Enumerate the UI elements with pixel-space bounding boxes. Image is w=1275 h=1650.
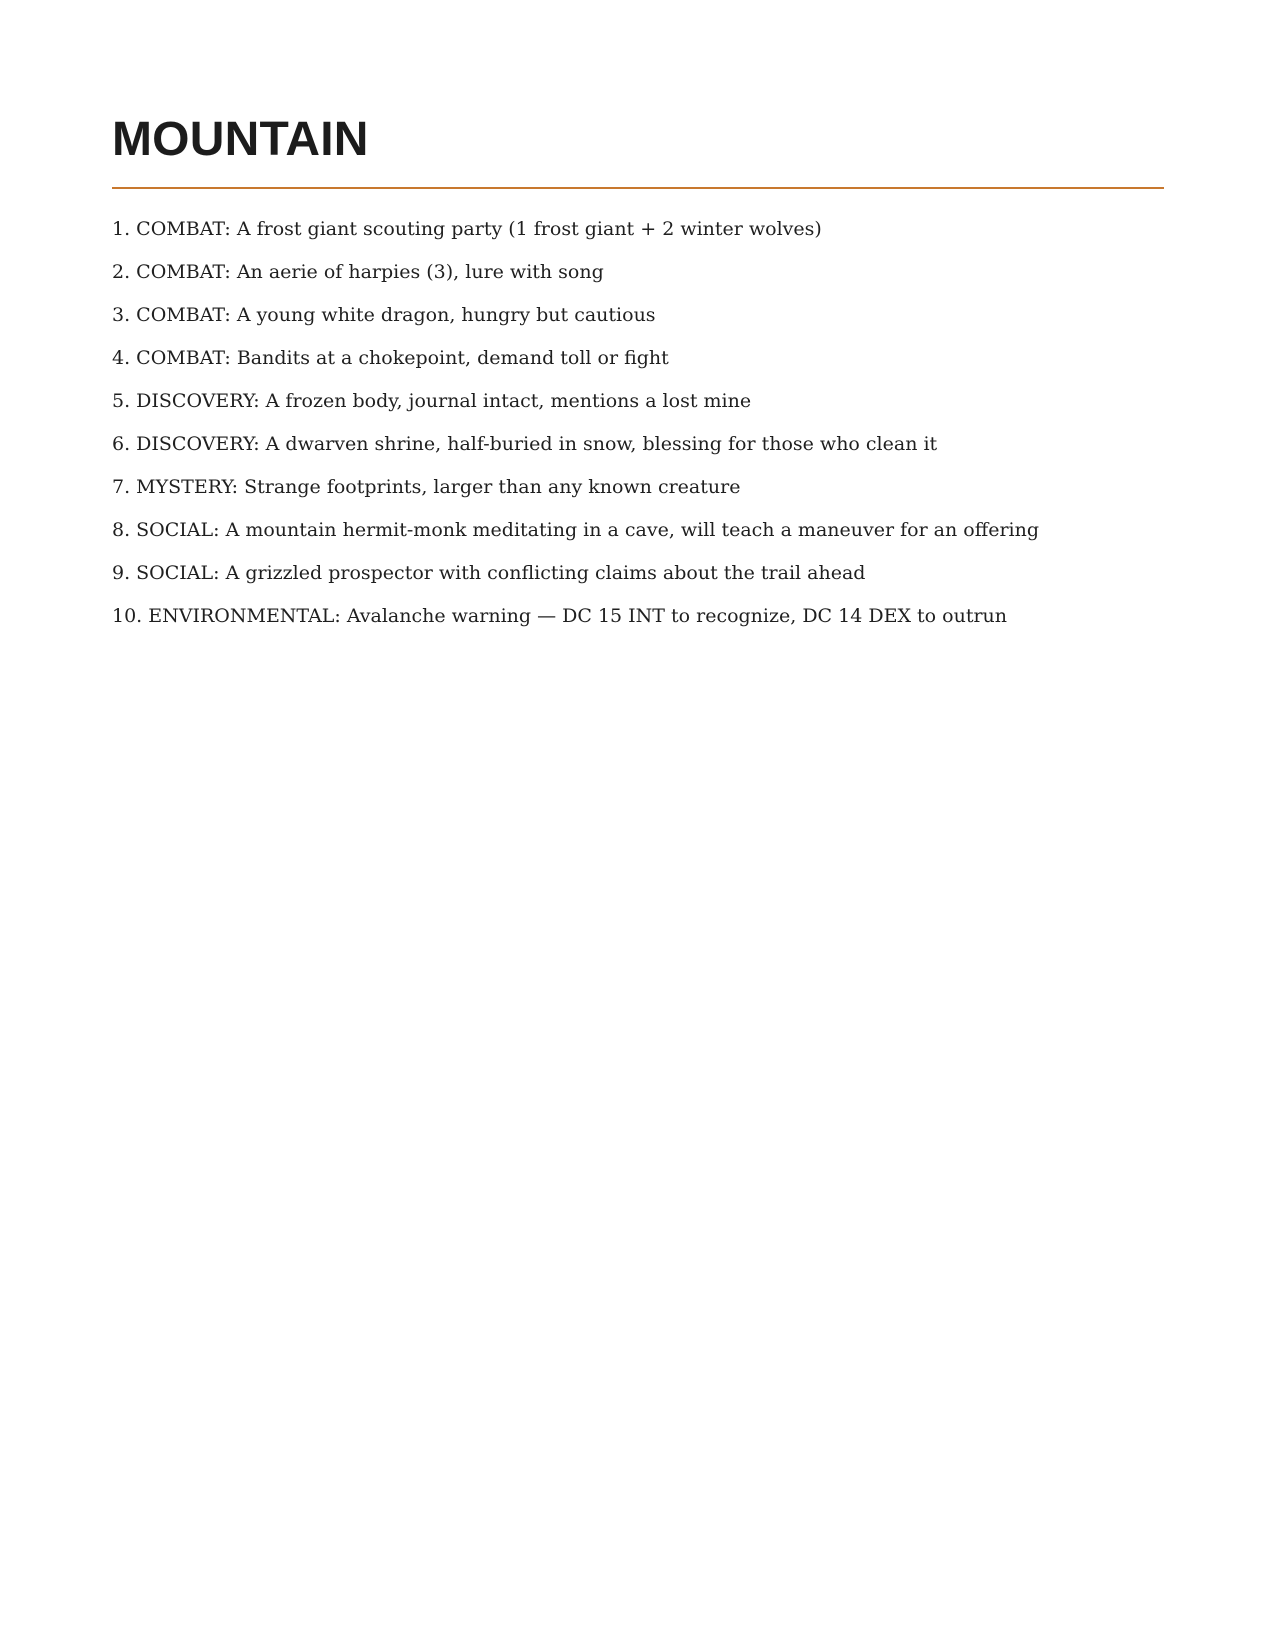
list-item: 1. COMBAT: A frost giant scouting party (1 frost giant + 2 winter wolves) <box>112 218 822 240</box>
title-divider <box>112 187 1164 189</box>
list-item: 9. SOCIAL: A grizzled prospector with conflicting claims about the trail ahead <box>112 562 866 584</box>
list-item: 6. DISCOVERY: A dwarven shrine, half-buried in snow, blessing for those who clean it <box>112 433 938 455</box>
list-item: 3. COMBAT: A young white dragon, hungry but cautious <box>112 304 656 326</box>
list-item: 8. SOCIAL: A mountain hermit-monk meditating in a cave, will teach a maneuver for an offering <box>112 519 1040 541</box>
list-item: 4. COMBAT: Bandits at a chokepoint, demand toll or fight <box>112 347 669 369</box>
list-item: 10. ENVIRONMENTAL: Avalanche warning — DC 15 INT to recognize, DC 14 DEX to outrun <box>112 605 1008 627</box>
list-item: 7. MYSTERY: Strange footprints, larger than any known creature <box>112 476 741 498</box>
page-title: MOUNTAIN <box>112 113 369 166</box>
list-item: 2. COMBAT: An aerie of harpies (3), lure with song <box>112 261 604 283</box>
encounter-list <box>112 208 1039 638</box>
list-item: 5. DISCOVERY: A frozen body, journal intact, mentions a lost mine <box>112 390 752 412</box>
